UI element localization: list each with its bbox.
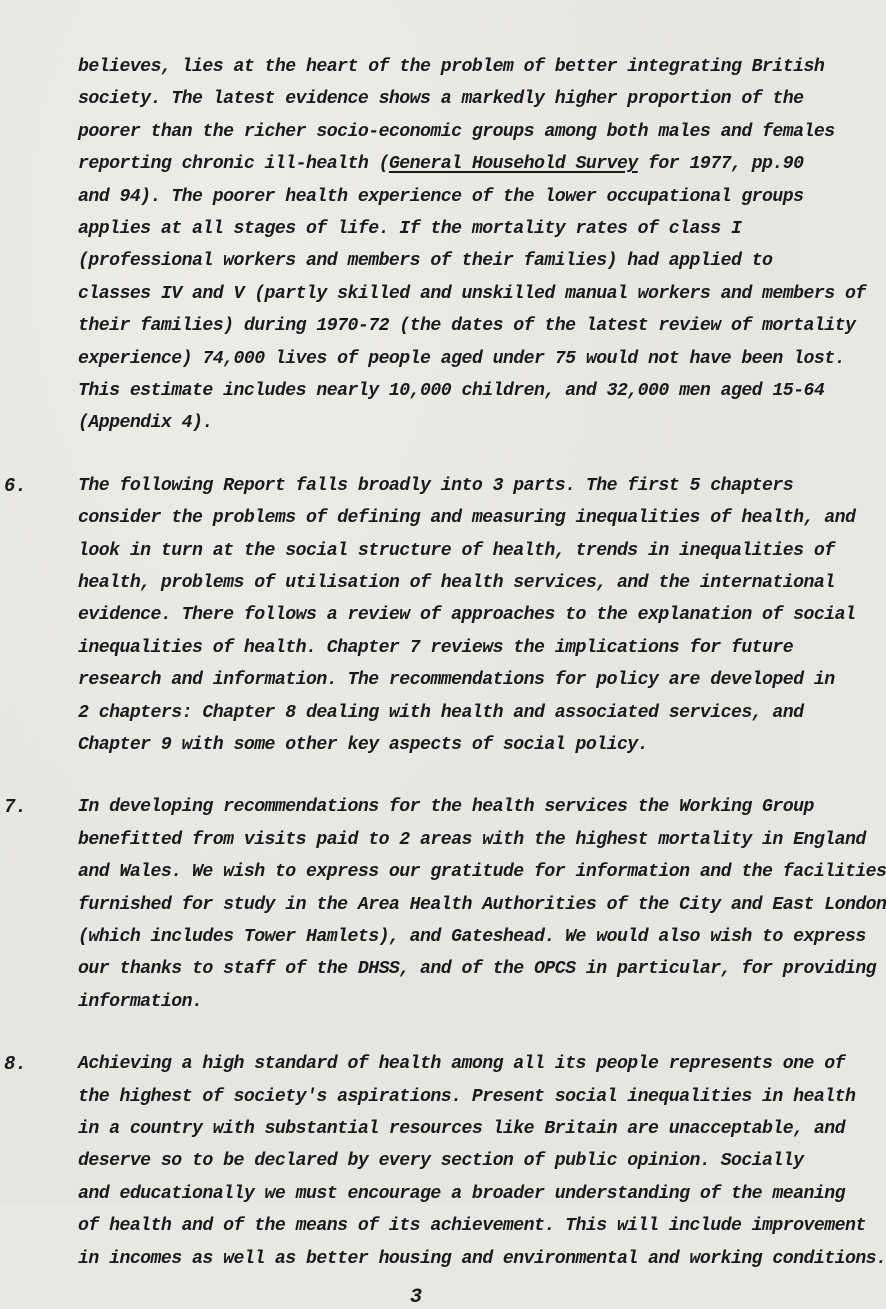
text-line: our thanks to staff of the DHSS, and of the OPCS in particular, for providing — [78, 959, 877, 980]
text-line: the highest of society's aspirations. Present social inequalities in health — [78, 1086, 856, 1107]
text-line: society. The latest evidence shows a markedly higher proportion of the — [78, 89, 804, 110]
text-line: consider the problems of defining and measuring inequalities of health, and — [78, 508, 856, 529]
text-line: evidence. There follows a review of approaches to the explanation of social — [78, 605, 856, 626]
text-line: Chapter 9 with some other key aspects of social policy. — [78, 735, 649, 755]
text-line: and Wales. We wish to express our gratitude for information and the facilities — [78, 862, 886, 883]
text-line: in a country with substantial resources like Britain are unacceptable, and — [78, 1119, 845, 1139]
text-line: 2 chapters: Chapter 8 dealing with health and associated services, and — [78, 702, 804, 723]
text-line: health, problems of utilisation of health services, and the international — [78, 573, 835, 593]
text-line: This estimate includes nearly 10,000 children, and 32,000 men aged 15-64 — [78, 381, 825, 401]
text-line: (Appendix 4). — [78, 413, 213, 434]
paragraph-number: 8. — [4, 1053, 27, 1076]
text-line: look in turn at the social structure of health, trends in inequalities of — [78, 540, 835, 561]
text-line: benefitted from visits paid to 2 areas with the highest mortality in England — [78, 829, 866, 850]
text-line: research and information. The recommendations for policy are developed in — [78, 670, 835, 691]
text-line — [78, 153, 804, 175]
text-line: classes IV and V (partly skilled and unskilled manual workers and members of — [78, 283, 866, 304]
text-line: believes, lies at the heart of the problem of better integrating British — [78, 57, 825, 77]
text-line: and educationally we must encourage a broader understanding of the meaning — [78, 1183, 845, 1204]
text-line: inequalities of health. Chapter 7 reviews the implications for future — [78, 637, 794, 658]
paragraph-number: 6. — [4, 474, 27, 497]
text-line: (which includes Tower Hamlets), and Gateshead. We would also wish to express — [78, 927, 866, 947]
text-line: In developing recommendations for the health services the Working Group — [78, 797, 814, 818]
text-line: applies at all stages of life. If the mortality rates of class I — [78, 219, 742, 239]
text-line: furnished for study in the Area Health Authorities of the City and East London — [78, 894, 886, 915]
text-line: deserve so to be declared by every section of public opinion. Socially — [78, 1151, 804, 1172]
text-segment: for 1977, pp.90 — [637, 154, 804, 175]
text-line: (professional workers and members of their families) had applied to — [78, 251, 773, 272]
text-line: Achieving a high standard of health among all its people represents one of — [78, 1054, 845, 1075]
text-line: of health and of the means of its achievement. This will include improvement — [78, 1216, 866, 1237]
text-line: in incomes as well as better housing and environmental and working conditions. — [78, 1248, 886, 1269]
text-line: poorer than the richer socio-economic groups among both males and females — [78, 121, 835, 142]
page-number: 3 — [410, 1286, 423, 1309]
paragraph-number: 7. — [4, 796, 27, 819]
text-line: information. — [78, 991, 203, 1012]
text-segment: reporting chronic ill-health ( — [78, 154, 389, 175]
text-line: The following Report falls broadly into 3 parts. The first 5 chapters — [78, 475, 794, 496]
text-line: their families) during 1970-72 (the dates of the latest review of mortality — [78, 316, 856, 337]
survey-citation: General Household Survey — [388, 154, 638, 175]
text-line: experience) 74,000 lives of people aged under 75 would not have been lost. — [78, 348, 845, 369]
text-line: and 94). The poorer health experience of the lower occupational groups — [78, 186, 804, 207]
